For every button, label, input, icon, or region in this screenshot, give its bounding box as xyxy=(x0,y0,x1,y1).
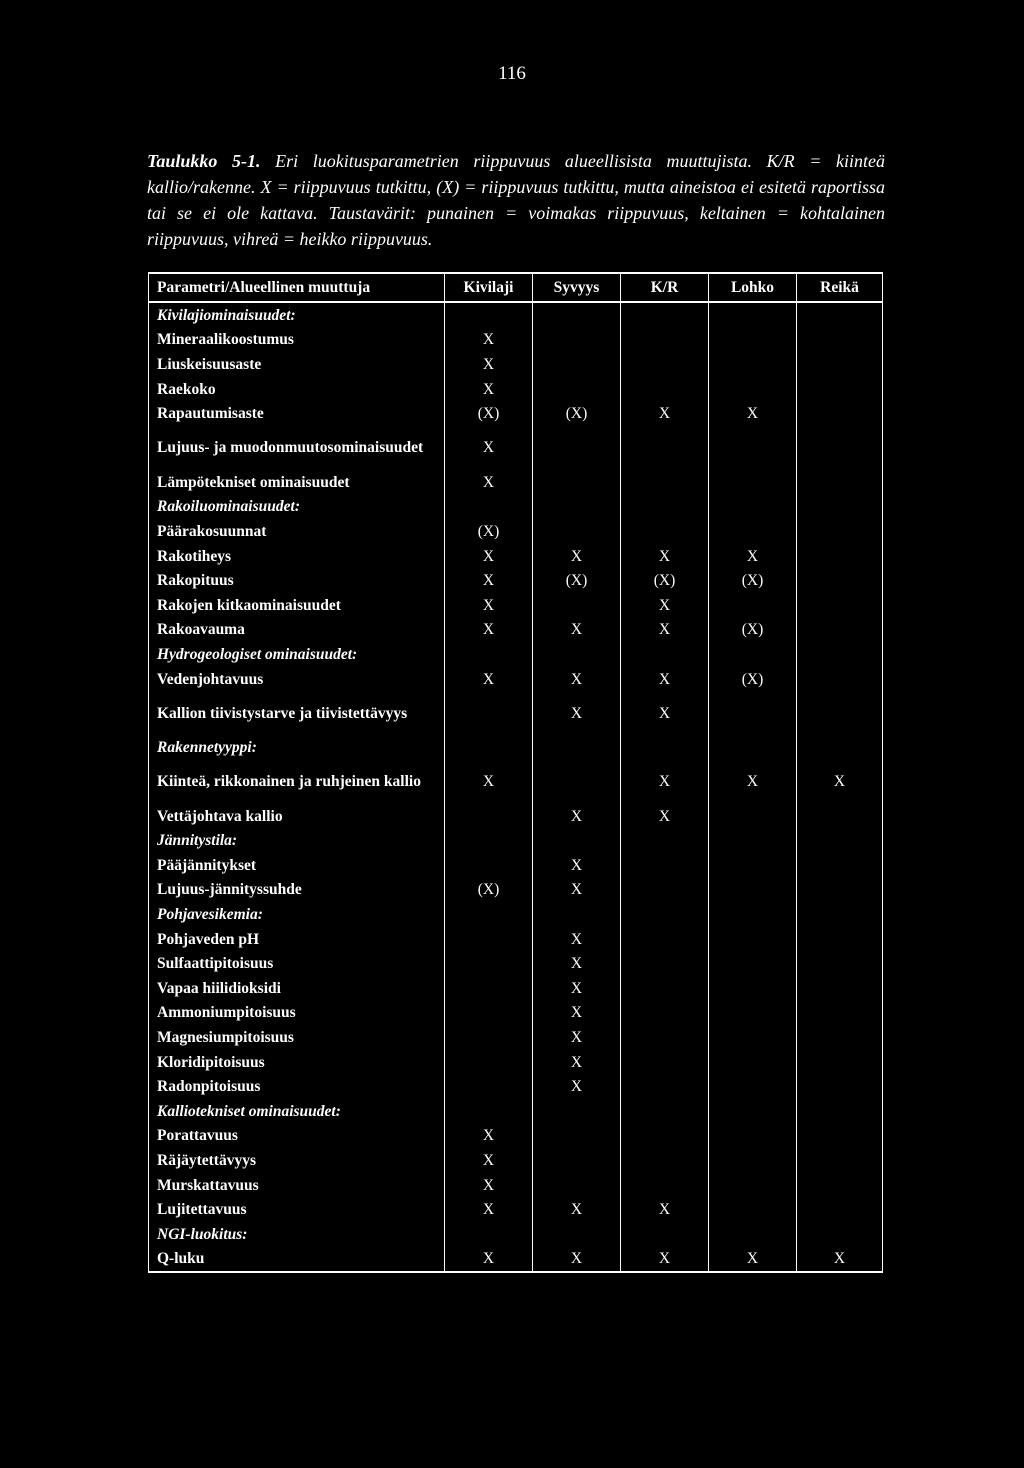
dependency-cell xyxy=(709,377,797,402)
dependency-cell: X xyxy=(621,401,709,426)
parameter-label: Rakopituus xyxy=(149,568,445,593)
dependency-cell xyxy=(797,1173,883,1198)
table-row xyxy=(149,593,883,618)
section-header-row xyxy=(149,495,883,520)
dependency-cell xyxy=(445,302,533,328)
dependency-cell xyxy=(709,1124,797,1149)
table-row xyxy=(149,951,883,976)
table-body xyxy=(149,302,883,1272)
dependency-cell xyxy=(621,829,709,854)
dependency-cell: X xyxy=(533,1025,621,1050)
dependency-cell: X xyxy=(445,593,533,618)
section-header-row xyxy=(149,735,883,760)
dependency-cell xyxy=(709,1173,797,1198)
section-label: Kivilajiominaisuudet: xyxy=(149,302,445,328)
parameter-label: Liuskeisuusaste xyxy=(149,352,445,377)
table-row xyxy=(149,1197,883,1222)
parameter-label: Raekoko xyxy=(149,377,445,402)
section-header-row xyxy=(149,302,883,328)
dependency-cell: X xyxy=(533,927,621,952)
dependency-cell xyxy=(621,519,709,544)
dependency-cell xyxy=(533,1124,621,1149)
dependency-cell xyxy=(797,829,883,854)
parameter-label: Lujuus-jännityssuhde xyxy=(149,878,445,903)
dependency-cell xyxy=(709,470,797,495)
dependency-cell xyxy=(709,1099,797,1124)
dependency-cell xyxy=(797,878,883,903)
parameter-label: Vettäjohtava kallio xyxy=(149,804,445,829)
dependency-cell: X xyxy=(533,804,621,829)
dependency-cell xyxy=(621,1222,709,1247)
dependency-cell xyxy=(621,1124,709,1149)
section-header-row xyxy=(149,902,883,927)
dependency-cell: X xyxy=(709,760,797,804)
section-label: Jännitystila: xyxy=(149,829,445,854)
dependency-cell xyxy=(797,352,883,377)
table-row xyxy=(149,426,883,470)
dependency-cell: X xyxy=(533,1247,621,1273)
parameter-label: Pohjaveden pH xyxy=(149,927,445,952)
dependency-cell xyxy=(445,642,533,667)
dependency-cell xyxy=(621,1050,709,1075)
dependency-cell xyxy=(797,951,883,976)
dependency-cell xyxy=(797,593,883,618)
column-header-reika: Reikä xyxy=(797,273,883,302)
dependency-cell xyxy=(621,1148,709,1173)
dependency-table xyxy=(148,272,883,1273)
dependency-cell xyxy=(533,1173,621,1198)
dependency-cell: X xyxy=(621,1247,709,1273)
parameter-label: Q-luku xyxy=(149,1247,445,1273)
dependency-cell xyxy=(621,1074,709,1099)
dependency-cell xyxy=(797,804,883,829)
column-header-kivilaji: Kivilaji xyxy=(445,273,533,302)
table-row xyxy=(149,927,883,952)
section-header-row xyxy=(149,642,883,667)
table-row xyxy=(149,691,883,735)
dependency-cell xyxy=(621,1099,709,1124)
section-label: Kalliotekniset ominaisuudet: xyxy=(149,1099,445,1124)
caption-label: Taulukko 5-1. xyxy=(147,151,261,171)
section-label: Rakennetyyppi: xyxy=(149,735,445,760)
parameter-label: Rakotiheys xyxy=(149,544,445,569)
dependency-cell: X xyxy=(533,853,621,878)
dependency-cell: X xyxy=(621,618,709,643)
table-row xyxy=(149,377,883,402)
table-row xyxy=(149,1001,883,1026)
dependency-cell xyxy=(709,951,797,976)
dependency-cell: X xyxy=(445,1247,533,1273)
dependency-cell: X xyxy=(621,1197,709,1222)
section-header-row xyxy=(149,1099,883,1124)
dependency-cell xyxy=(445,495,533,520)
dependency-cell xyxy=(709,1197,797,1222)
dependency-cell xyxy=(621,976,709,1001)
table-row xyxy=(149,401,883,426)
dependency-cell xyxy=(797,642,883,667)
table-row xyxy=(149,328,883,353)
table-row xyxy=(149,1025,883,1050)
dependency-cell xyxy=(621,328,709,353)
dependency-cell xyxy=(709,853,797,878)
dependency-cell xyxy=(445,735,533,760)
dependency-cell: X xyxy=(445,352,533,377)
table-row xyxy=(149,667,883,692)
section-label: Rakoiluominaisuudet: xyxy=(149,495,445,520)
dependency-cell xyxy=(709,691,797,735)
dependency-cell: X xyxy=(709,544,797,569)
parameter-label: Kloridipitoisuus xyxy=(149,1050,445,1075)
parameter-label: Vedenjohtavuus xyxy=(149,667,445,692)
dependency-cell xyxy=(797,1099,883,1124)
dependency-cell xyxy=(709,642,797,667)
dependency-cell: X xyxy=(533,618,621,643)
table-row xyxy=(149,804,883,829)
parameter-label: Räjäytettävyys xyxy=(149,1148,445,1173)
dependency-cell: X xyxy=(445,426,533,470)
parameter-label: Ammoniumpitoisuus xyxy=(149,1001,445,1026)
column-header-kr: K/R xyxy=(621,273,709,302)
dependency-cell xyxy=(621,1025,709,1050)
dependency-cell xyxy=(797,1074,883,1099)
dependency-cell xyxy=(621,377,709,402)
dependency-cell xyxy=(533,735,621,760)
table-row xyxy=(149,1247,883,1273)
dependency-cell xyxy=(797,1148,883,1173)
dependency-cell xyxy=(709,302,797,328)
dependency-cell xyxy=(709,1222,797,1247)
dependency-cell: (X) xyxy=(533,401,621,426)
dependency-cell: X xyxy=(533,667,621,692)
dependency-cell: X xyxy=(621,760,709,804)
dependency-cell xyxy=(621,1001,709,1026)
dependency-cell xyxy=(533,377,621,402)
dependency-cell: (X) xyxy=(709,618,797,643)
dependency-cell xyxy=(533,519,621,544)
dependency-cell xyxy=(797,302,883,328)
dependency-cell xyxy=(709,352,797,377)
dependency-cell xyxy=(445,1050,533,1075)
parameter-label: Magnesiumpitoisuus xyxy=(149,1025,445,1050)
parameter-label: Lujitettavuus xyxy=(149,1197,445,1222)
dependency-cell xyxy=(621,302,709,328)
parameter-label: Mineraalikoostumus xyxy=(149,328,445,353)
section-label: NGI-luokitus: xyxy=(149,1222,445,1247)
dependency-cell xyxy=(533,1148,621,1173)
dependency-cell xyxy=(709,735,797,760)
caption-text: Eri luokitusparametrien riippuvuus alueellisista muuttujista. K/R = kiinteä kallio/rakenne. X = riippuvuus tutkittu, (X) = riippuvuus tutkittu, mutta aineistoa ei esitetä raportissa tai se ei ole kattava. Taustavärit: punainen = voimakas riippuvuus, keltainen = kohtalainen riippuvuus, vihreä = heikko riippuvuus. xyxy=(147,151,886,249)
parameter-label: Rapautumisaste xyxy=(149,401,445,426)
table-caption xyxy=(147,148,885,252)
dependency-cell: X xyxy=(445,760,533,804)
parameter-label: Rakojen kitkaominaisuudet xyxy=(149,593,445,618)
dependency-cell: X xyxy=(533,951,621,976)
dependency-cell: X xyxy=(621,544,709,569)
dependency-cell xyxy=(797,377,883,402)
dependency-cell xyxy=(797,1025,883,1050)
dependency-cell xyxy=(533,352,621,377)
table-row xyxy=(149,352,883,377)
table-row xyxy=(149,544,883,569)
dependency-cell xyxy=(533,593,621,618)
table-header-row xyxy=(149,273,883,302)
table-row xyxy=(149,470,883,495)
table-row xyxy=(149,1148,883,1173)
dependency-cell xyxy=(621,642,709,667)
dependency-cell: (X) xyxy=(533,568,621,593)
parameter-label: Rakoavauma xyxy=(149,618,445,643)
dependency-cell xyxy=(797,667,883,692)
dependency-cell: X xyxy=(533,1001,621,1026)
table-row xyxy=(149,853,883,878)
dependency-cell: (X) xyxy=(445,519,533,544)
parameter-label: Porattavuus xyxy=(149,1124,445,1149)
dependency-cell xyxy=(533,642,621,667)
dependency-cell: X xyxy=(445,328,533,353)
parameter-label: Pääjännitykset xyxy=(149,853,445,878)
table-row xyxy=(149,878,883,903)
dependency-cell xyxy=(709,902,797,927)
dependency-cell xyxy=(797,519,883,544)
dependency-cell xyxy=(533,902,621,927)
dependency-cell: (X) xyxy=(445,878,533,903)
section-header-row xyxy=(149,1222,883,1247)
dependency-cell: X xyxy=(445,1197,533,1222)
table-row xyxy=(149,1124,883,1149)
dependency-cell xyxy=(533,495,621,520)
parameter-label: Kallion tiivistystarve ja tiivistettävyys xyxy=(149,691,445,735)
dependency-cell xyxy=(797,735,883,760)
parameter-label: Kiinteä, rikkonainen ja ruhjeinen kallio xyxy=(149,760,445,804)
dependency-cell xyxy=(533,1099,621,1124)
dependency-cell xyxy=(797,927,883,952)
dependency-cell xyxy=(709,1050,797,1075)
parameter-label: Sulfaattipitoisuus xyxy=(149,951,445,976)
parameter-label: Radonpitoisuus xyxy=(149,1074,445,1099)
dependency-cell xyxy=(533,426,621,470)
dependency-cell xyxy=(533,760,621,804)
dependency-cell: X xyxy=(445,377,533,402)
dependency-cell: X xyxy=(709,401,797,426)
dependency-cell: X xyxy=(533,878,621,903)
table-row xyxy=(149,618,883,643)
parameter-label: Lämpötekniset ominaisuudet xyxy=(149,470,445,495)
dependency-cell: X xyxy=(533,976,621,1001)
dependency-cell xyxy=(709,495,797,520)
dependency-cell xyxy=(797,618,883,643)
dependency-cell xyxy=(709,328,797,353)
dependency-cell xyxy=(797,401,883,426)
dependency-cell: X xyxy=(621,804,709,829)
table-row xyxy=(149,519,883,544)
dependency-cell: X xyxy=(533,1050,621,1075)
dependency-cell xyxy=(621,352,709,377)
dependency-cell xyxy=(709,519,797,544)
parameter-label: Murskattavuus xyxy=(149,1173,445,1198)
dependency-cell xyxy=(797,902,883,927)
dependency-cell xyxy=(533,1222,621,1247)
dependency-cell xyxy=(797,1197,883,1222)
parameter-label: Lujuus- ja muodonmuutosominaisuudet xyxy=(149,426,445,470)
dependency-cell: X xyxy=(709,1247,797,1273)
dependency-cell xyxy=(445,1074,533,1099)
dependency-cell xyxy=(797,1050,883,1075)
dependency-cell xyxy=(533,470,621,495)
dependency-cell xyxy=(621,1173,709,1198)
table-row xyxy=(149,1074,883,1099)
dependency-cell: X xyxy=(445,1148,533,1173)
dependency-cell: X xyxy=(445,667,533,692)
dependency-cell xyxy=(621,878,709,903)
dependency-cell xyxy=(445,902,533,927)
dependency-cell: (X) xyxy=(445,401,533,426)
dependency-cell xyxy=(797,544,883,569)
dependency-cell xyxy=(621,927,709,952)
dependency-cell xyxy=(709,976,797,1001)
dependency-cell xyxy=(797,470,883,495)
dependency-cell xyxy=(797,1001,883,1026)
page-number: 116 xyxy=(498,63,526,84)
dependency-cell xyxy=(621,426,709,470)
dependency-cell xyxy=(445,691,533,735)
column-header-syvyys: Syvyys xyxy=(533,273,621,302)
dependency-cell: (X) xyxy=(709,568,797,593)
dependency-cell: X xyxy=(445,618,533,643)
dependency-cell: X xyxy=(621,667,709,692)
dependency-cell xyxy=(797,976,883,1001)
dependency-cell: X xyxy=(445,1173,533,1198)
table-row xyxy=(149,976,883,1001)
dependency-cell: X xyxy=(797,760,883,804)
dependency-cell: (X) xyxy=(621,568,709,593)
column-header-parameter: Parametri/Alueellinen muuttuja xyxy=(149,273,445,302)
section-label: Hydrogeologiset ominaisuudet: xyxy=(149,642,445,667)
column-header-lohko: Lohko xyxy=(709,273,797,302)
dependency-cell xyxy=(709,426,797,470)
dependency-cell xyxy=(445,951,533,976)
dependency-cell xyxy=(797,1222,883,1247)
section-label: Pohjavesikemia: xyxy=(149,902,445,927)
dependency-cell xyxy=(445,927,533,952)
dependency-cell xyxy=(621,951,709,976)
dependency-cell xyxy=(445,1025,533,1050)
dependency-cell xyxy=(621,735,709,760)
dependency-cell xyxy=(445,1099,533,1124)
dependency-cell xyxy=(797,426,883,470)
dependency-cell: X xyxy=(533,544,621,569)
dependency-cell: X xyxy=(797,1247,883,1273)
dependency-cell: X xyxy=(533,1197,621,1222)
dependency-cell xyxy=(533,302,621,328)
dependency-cell: X xyxy=(621,593,709,618)
dependency-cell xyxy=(445,1001,533,1026)
table-row xyxy=(149,568,883,593)
table-row xyxy=(149,760,883,804)
dependency-cell xyxy=(709,1148,797,1173)
dependency-cell xyxy=(709,829,797,854)
dependency-cell xyxy=(797,328,883,353)
dependency-cell xyxy=(797,495,883,520)
dependency-cell: X xyxy=(445,1124,533,1149)
dependency-cell xyxy=(445,1222,533,1247)
dependency-cell: (X) xyxy=(709,667,797,692)
dependency-cell xyxy=(709,593,797,618)
dependency-cell: X xyxy=(445,544,533,569)
dependency-cell xyxy=(709,878,797,903)
dependency-cell xyxy=(621,495,709,520)
section-header-row xyxy=(149,829,883,854)
dependency-cell xyxy=(709,1074,797,1099)
dependency-cell xyxy=(533,328,621,353)
parameter-label: Päärakosuunnat xyxy=(149,519,445,544)
table-row xyxy=(149,1173,883,1198)
dependency-cell: X xyxy=(621,691,709,735)
dependency-cell xyxy=(709,927,797,952)
dependency-cell: X xyxy=(533,1074,621,1099)
dependency-cell xyxy=(797,691,883,735)
dependency-cell xyxy=(445,976,533,1001)
dependency-cell: X xyxy=(445,568,533,593)
parameter-label: Vapaa hiilidioksidi xyxy=(149,976,445,1001)
dependency-cell xyxy=(709,804,797,829)
dependency-cell xyxy=(621,853,709,878)
dependency-cell xyxy=(533,829,621,854)
dependency-cell xyxy=(621,470,709,495)
dependency-cell xyxy=(445,829,533,854)
dependency-cell xyxy=(621,902,709,927)
dependency-cell xyxy=(445,853,533,878)
dependency-cell xyxy=(709,1025,797,1050)
dependency-cell xyxy=(709,1001,797,1026)
dependency-cell xyxy=(797,853,883,878)
dependency-cell xyxy=(797,1124,883,1149)
dependency-cell xyxy=(445,804,533,829)
dependency-cell xyxy=(797,568,883,593)
dependency-cell: X xyxy=(445,470,533,495)
table-row xyxy=(149,1050,883,1075)
dependency-cell: X xyxy=(533,691,621,735)
